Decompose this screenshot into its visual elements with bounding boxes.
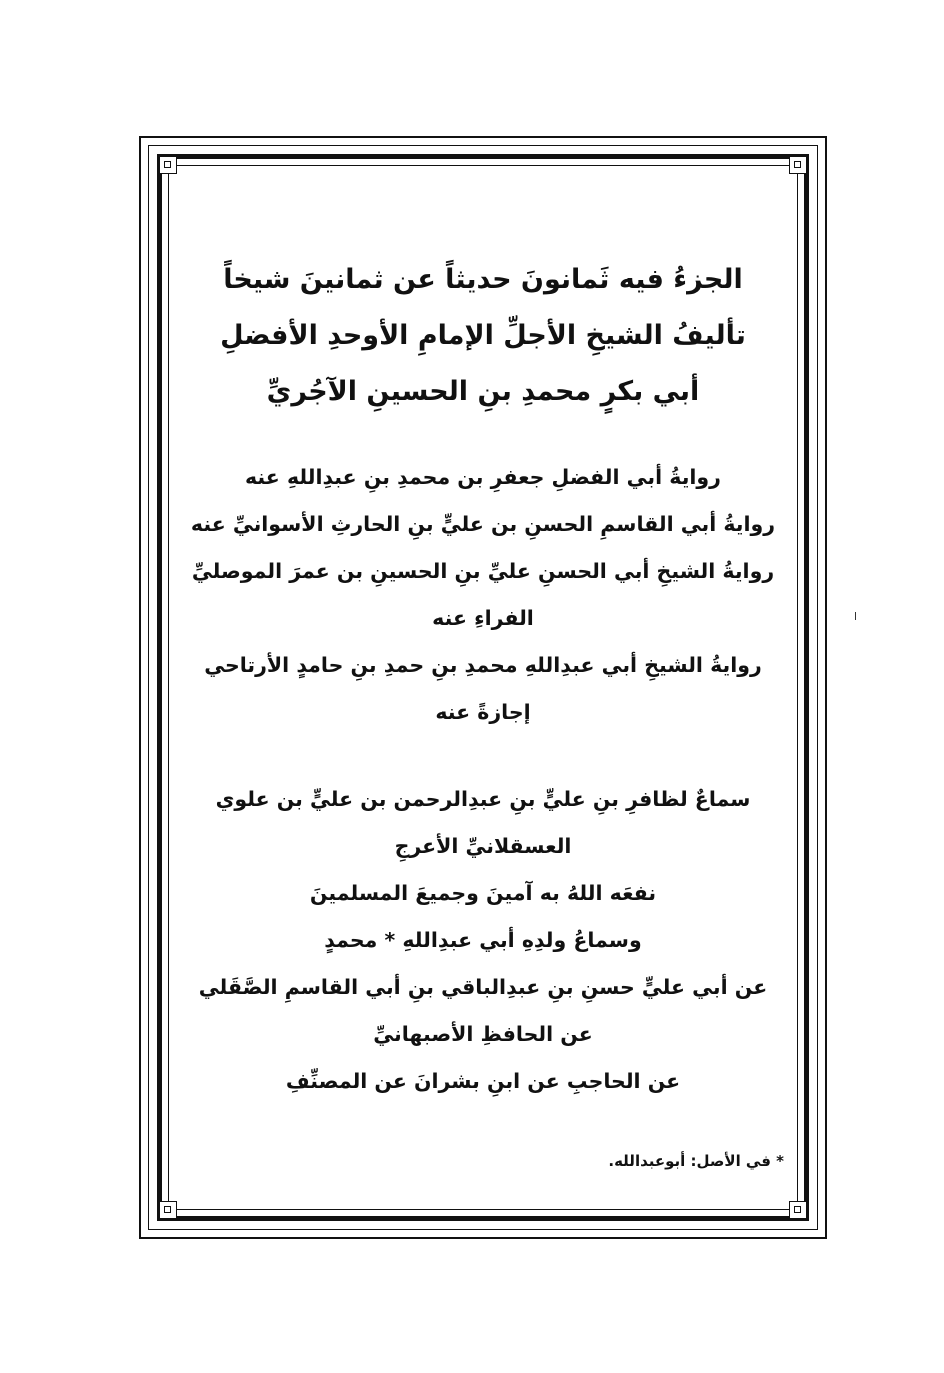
riwaya-line: روايةُ أبي القاسمِ الحسنِ بن عليٍّ بنِ الحارثِ الأسوانيِّ عنه <box>190 512 776 536</box>
corner-ornament-bottom-right <box>789 1201 807 1219</box>
riwaya-block <box>180 454 786 736</box>
samaa-line: عن الحاجبِ عن ابنِ بشرانَ عن المصنِّفِ <box>285 1069 681 1093</box>
riwaya-line: روايةُ الشيخِ أبي عبدِاللهِ محمدِ بنِ حمدِ بنِ حامدٍ الأرتاحي <box>204 653 762 677</box>
riwaya-line: روايةُ الشيخِ أبي الحسنِ عليِّ بنِ الحسينِ بن عمرَ الموصليِّ <box>191 559 775 583</box>
riwaya-line: إجازةً عنه <box>435 700 531 724</box>
samaa-line: عن الحافظِ الأصبهانيِّ <box>373 1022 593 1046</box>
samaa-line: سماعٌ لظافرِ بنِ عليٍّ بنِ عبدِالرحمن بن عليٍّ بن علوي <box>215 787 751 811</box>
corner-ornament-top-right <box>789 156 807 174</box>
title-block <box>180 252 786 420</box>
title-line: الجزءُ فيه ثَمانونَ حديثاً عن ثمانينَ شيخاً <box>223 264 743 295</box>
spacer <box>180 736 786 776</box>
samaa-line: وسماعُ ولدِهِ أبي عبدِاللهِ * محمدٍ <box>324 928 642 952</box>
corner-ornament-bottom-left <box>159 1201 177 1219</box>
samaa-block <box>180 776 786 1105</box>
samaa-line: عن أبي عليٍّ حسنِ بنِ عبدِالباقي بنِ أبي القاسمِ الصَّقَلي <box>198 975 768 999</box>
samaa-line: نفعَه اللهُ به آمينَ وجميعَ المسلمينَ <box>309 881 657 905</box>
stray-mark <box>855 612 856 620</box>
title-page-text <box>180 252 786 1105</box>
riwaya-line: روايةُ أبي الفضلِ جعفرِ بن محمدِ بنِ عبدِاللهِ عنه <box>245 465 721 489</box>
title-line: أبي بكرٍ محمدِ بنِ الحسينِ الآجُريِّ <box>266 376 700 407</box>
corner-ornament-top-left <box>159 156 177 174</box>
samaa-line: العسقلانيِّ الأعرجِ <box>394 834 572 858</box>
footnote: * في الأصل: أبوعبدالله. <box>608 1152 784 1170</box>
riwaya-line: الفراءِ عنه <box>432 606 534 630</box>
spacer <box>180 420 786 454</box>
title-line: تأليفُ الشيخِ الأجلِّ الإمامِ الأوحدِ الأفضلِ <box>220 320 746 351</box>
